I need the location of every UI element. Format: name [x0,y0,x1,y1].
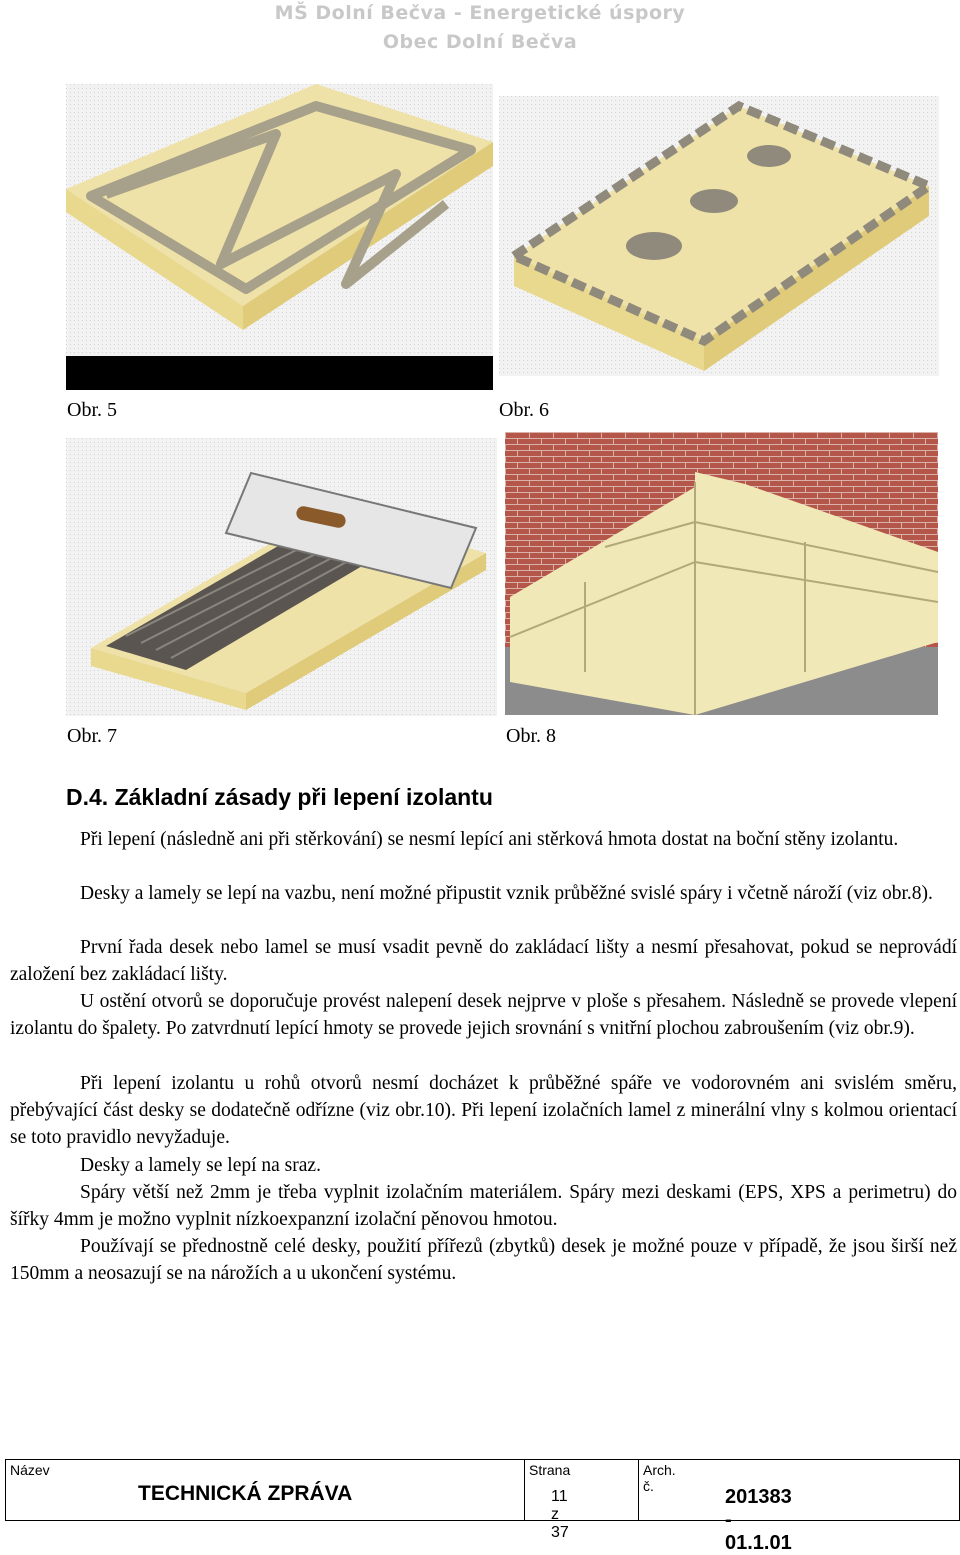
paragraph-7 [10,1179,957,1233]
paragraph-6 [10,1152,957,1179]
paragraph-6-text: Desky a lamely se lepí na sraz. [80,1155,321,1176]
paragraph-2 [10,880,957,907]
figure-5-image [66,84,493,390]
footer-strana-value: 11 z 37 [551,1488,569,1541]
paragraph-4-text: U ostění otvorů se doporučuje provést nalepení desek nejprve v ploše s přesahem. Následně se provede vlepení izolantu do špalety. Po zatvrdnutí lepící hmoty se provede jejich srovnání s vnitřní plochou zabroušením (viz obr.9). [10,991,957,1039]
footer-arch-label: Arch. č. [643,1462,676,1494]
paragraph-5 [10,1070,957,1151]
paragraph-8 [10,1233,957,1287]
figure-6-caption: Obr. 6 [499,399,549,421]
header-title: MŠ Dolní Bečva - Energetické úspory [274,2,686,24]
footer-nazev-value: TECHNICKÁ ZPRÁVA [138,1482,353,1505]
footer-strana-cell [524,1460,571,1541]
footer-nazev-label: Název [10,1462,50,1478]
footer-arch-cell [638,1460,792,1554]
figure-6-image [499,96,939,376]
paragraph-2-text: Desky a lamely se lepí na vazbu, není možné připustit vznik průběžné svislé spáry i včetně nároží (viz obr.8). [80,883,933,904]
figure-7-caption: Obr. 7 [67,725,117,747]
figure-7-image [66,438,497,716]
paragraph-3 [10,934,957,988]
paragraph-5-text: Při lepení izolantu u rohů otvorů nesmí docházet k průběžné spáře ve vodorovném ani svislém směru, přebývající část desky se dodatečně odřízne (viz obr.10). Při lepení izolačních lamel z minerální vlny s kolmou orientací se toto pravidlo nevyžaduje. [10,1073,957,1148]
header-subtitle: Obec Dolní Bečva [382,31,578,53]
figure-8-caption: Obr. 8 [506,725,556,747]
figure-5-caption: Obr. 5 [67,399,117,421]
paragraph-1-text: Při lepení (následně ani při stěrkování) se nesmí lepící ani stěrková hmota dostat na boční stěny izolantu. [80,829,899,850]
footer-arch-value: 201383 - 01.1.01 [725,1486,792,1554]
paragraph-1 [10,826,957,853]
paragraph-4 [10,988,957,1042]
figure-8-image [505,432,938,715]
footer-strana-label: Strana [529,1462,571,1478]
paragraph-3-text: První řada desek nebo lamel se musí vsadit pevně do zakládací lišty a nesmí přesahovat, pokud se neprovádí založení bez zakládací lišty. [10,937,957,985]
paragraph-7-text: Spáry větší než 2mm je třeba vyplnit izolačním materiálem. Spáry mezi deskami (EPS, XPS a perimetru) do šířky 4mm je možno vyplnit nízkoexpanzní izolační pěnovou hmotou. [10,1182,957,1230]
footer-title-block [5,1459,960,1554]
section-heading: D.4. Základní zásady při lepení izolantu [66,784,493,810]
paragraph-8-text: Používají se přednostně celé desky, použití přířezů (zbytků) desek je možné pouze v případě, že jsou širší než 150mm a neosazují se na nárožích a u ukončení systému. [10,1236,957,1284]
